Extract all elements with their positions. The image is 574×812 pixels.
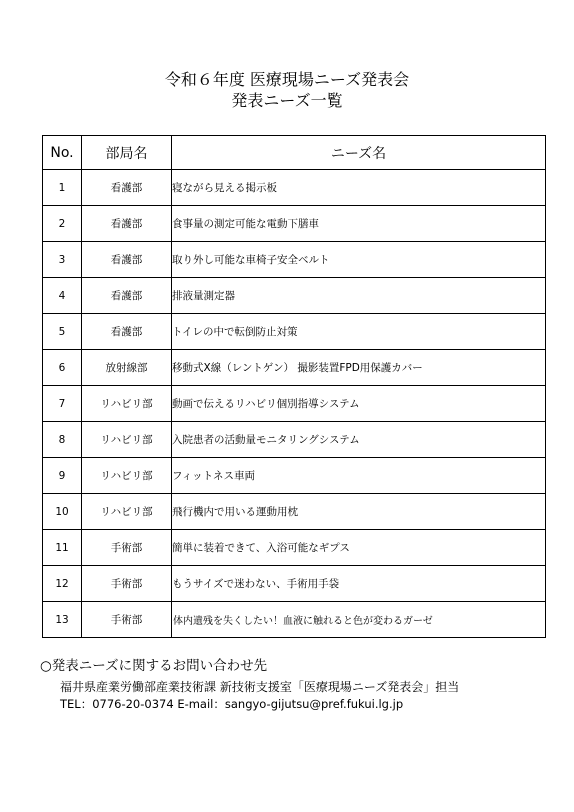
row-no: 8	[43, 422, 82, 458]
row-no: 12	[43, 566, 82, 602]
table-row	[43, 458, 546, 494]
row-dept: 看護部	[82, 170, 172, 206]
row-need: 入院患者の活動量モニタリングシステム	[172, 422, 546, 458]
row-need: 排液量測定器	[172, 278, 546, 314]
row-no: 9	[43, 458, 82, 494]
table-row	[43, 206, 546, 242]
contact-organization: 福井県産業労働部産業技術課 新技術支援室「医療現場ニーズ発表会」担当	[60, 680, 460, 694]
table-row	[43, 386, 546, 422]
row-need: フィットネス車両	[172, 458, 546, 494]
row-need: 寝ながら見える掲示板	[172, 170, 546, 206]
row-dept: リハビリ部	[82, 494, 172, 530]
row-dept: 看護部	[82, 206, 172, 242]
table-row	[43, 170, 546, 206]
row-dept: リハビリ部	[82, 422, 172, 458]
row-need: トイレの中で転倒防止対策	[172, 314, 546, 350]
row-no: 10	[43, 494, 82, 530]
row-no: 7	[43, 386, 82, 422]
row-no: 2	[43, 206, 82, 242]
table-body	[43, 170, 546, 638]
row-dept: リハビリ部	[82, 386, 172, 422]
page-title: 令和６年度 医療現場ニーズ発表会	[164, 70, 410, 89]
table-row	[43, 566, 546, 602]
row-no: 11	[43, 530, 82, 566]
row-no: 1	[43, 170, 82, 206]
row-dept: 手術部	[82, 566, 172, 602]
row-need: 飛行機内で用いる運動用枕	[172, 494, 546, 530]
contact-tel-email: TEL：0776-20-0374 E-mail：sangyo-gijutsu@pref.fukui.lg.jp	[60, 697, 404, 711]
table-row	[43, 242, 546, 278]
table-row	[43, 422, 546, 458]
row-dept: 手術部	[82, 530, 172, 566]
row-need: 移動式X線（レントゲン） 撮影装置FPD用保護カバー	[172, 350, 546, 386]
table-header	[43, 136, 546, 170]
needs-table	[42, 135, 546, 638]
row-need: もうサイズで迷わない、手術用手袋	[172, 566, 546, 602]
row-dept: 放射線部	[82, 350, 172, 386]
header-dept: 部局名	[82, 136, 172, 170]
row-dept: 看護部	[82, 314, 172, 350]
contact-heading: ○発表ニーズに関するお問い合わせ先	[40, 658, 268, 674]
table-row	[43, 530, 546, 566]
row-no: 5	[43, 314, 82, 350]
row-need: 食事量の測定可能な電動下膳車	[172, 206, 546, 242]
table-row	[43, 314, 546, 350]
header-need: ニーズ名	[172, 136, 546, 170]
page-subtitle: 発表ニーズ一覧	[231, 91, 343, 110]
row-no: 13	[43, 602, 82, 638]
row-need: 動画で伝えるリハビリ個別指導システム	[172, 386, 546, 422]
table-row	[43, 350, 546, 386]
table-row	[43, 278, 546, 314]
row-need: 簡単に装着できて、入浴可能なギプス	[172, 530, 546, 566]
row-dept: 看護部	[82, 278, 172, 314]
row-dept: リハビリ部	[82, 458, 172, 494]
row-no: 4	[43, 278, 82, 314]
row-need: 取り外し可能な車椅子安全ベルト	[172, 242, 546, 278]
row-no: 6	[43, 350, 82, 386]
row-no: 3	[43, 242, 82, 278]
row-need: 体内遺残を失くしたい！血液に触れると色が変わるガーゼ	[172, 602, 546, 638]
table-row	[43, 494, 546, 530]
row-dept: 手術部	[82, 602, 172, 638]
table-row	[43, 602, 546, 638]
header-no: No.	[43, 136, 82, 170]
row-dept: 看護部	[82, 242, 172, 278]
header-row	[43, 136, 546, 170]
